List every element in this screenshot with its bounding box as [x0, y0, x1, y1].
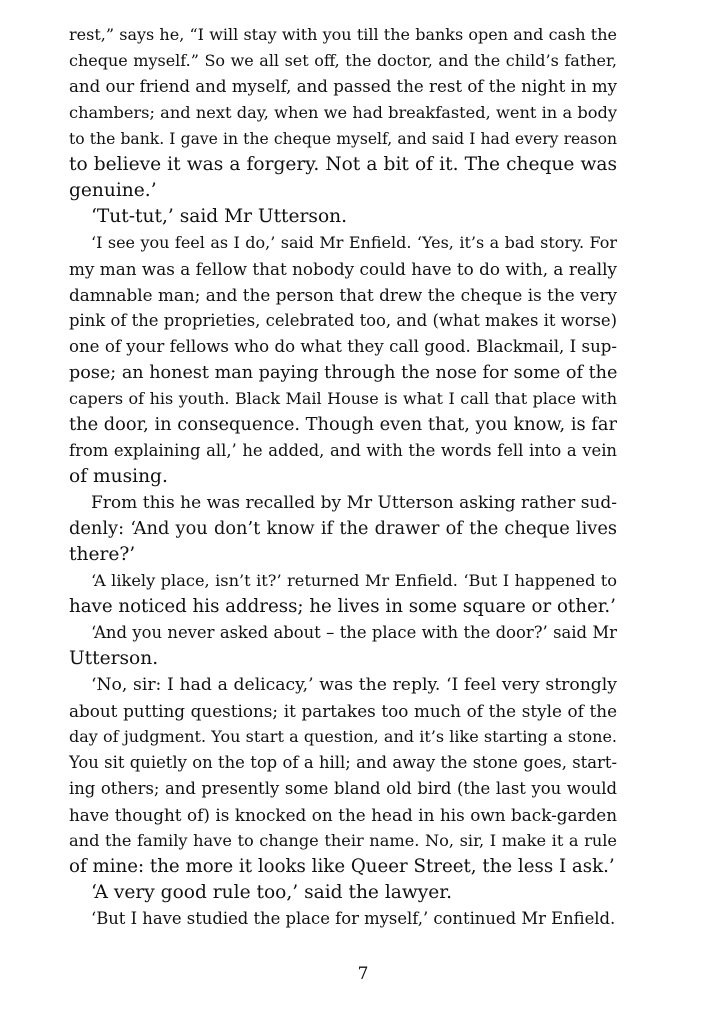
text-line: ‘And you never asked about – the place with the door?’ said Mr — [91, 623, 617, 642]
text-line: Utterson. — [69, 648, 159, 669]
text-line: rest,” says he, “I will stay with you till the banks open and cash the — [69, 25, 617, 44]
text-line: damnable man; and the person that drew the cheque is the very — [69, 285, 617, 305]
text-line: ‘But I have studied the place for myself,’ continued Mr Enfield. — [91, 909, 616, 928]
text-line: my man was a fellow that nobody could have to do with, a really — [69, 259, 617, 279]
text-line: of mine: the more it looks like Queer Street, the less I ask.’ — [69, 856, 615, 877]
text-line: the door, in consequence. Though even that, you know, is far — [69, 414, 617, 435]
text-line: capers of his youth. Black Mail House is what I call that place with — [69, 389, 617, 408]
text-line: and the family have to change their name. No, sir, I make it a rule — [69, 831, 617, 850]
text-line: about putting questions; it partakes too much of the style of the — [69, 701, 617, 721]
text-line: pink of the proprieties, celebrated too, and (what makes it worse) — [69, 311, 617, 330]
body-text — [69, 22, 617, 932]
text-line: ‘A very good rule too,’ said the lawyer. — [91, 882, 453, 903]
text-line: have noticed his address; he lives in some square or other.’ — [69, 596, 616, 617]
text-line: ‘A likely place, isn’t it?’ returned Mr Enfield. ‘But I happened to — [91, 571, 617, 590]
page-number: 7 — [357, 964, 369, 984]
text-line: one of your fellows who do what they call good. Blackmail, I sup- — [69, 337, 617, 356]
text-line: to believe it was a forgery. Not a bit of it. The cheque was — [69, 154, 617, 175]
text-line: day of judgment. You start a question, and it’s like starting a stone. — [69, 727, 617, 746]
text-line: chambers; and next day, when we had breakfasted, went in a body — [69, 103, 617, 122]
text-line: and our friend and myself, and passed the rest of the night in my — [69, 77, 617, 96]
text-line: there?’ — [69, 544, 136, 565]
text-line: to the bank. I gave in the cheque myself, and said I had every reason — [69, 130, 617, 148]
text-line: ing others; and presently some bland old bird (the last you would — [69, 779, 617, 798]
text-line: pose; an honest man paying through the nose for some of the — [69, 363, 618, 383]
text-line: genuine.’ — [69, 180, 157, 201]
text-line: of musing. — [69, 466, 168, 487]
text-line: You sit quietly on the top of a hill; and away the stone goes, start- — [69, 753, 617, 772]
text-line: ‘I see you feel as I do,’ said Mr Enfield. ‘Yes, it’s a bad story. For — [91, 233, 617, 252]
text-line: denly: ‘And you don’t know if the drawer of the cheque lives — [69, 518, 617, 539]
text-line: ‘Tut-tut,’ said Mr Utterson. — [91, 206, 348, 227]
text-line: From this he was recalled by Mr Utterson asking rather sud- — [91, 493, 617, 513]
text-line: have thought of) is knocked on the head in his own back-garden — [69, 805, 617, 825]
text-line: cheque myself.” So we all set off, the doctor, and the child’s father, — [69, 51, 617, 70]
text-line: ‘No, sir: I had a delicacy,’ was the reply. ‘I feel very strongly — [91, 675, 617, 695]
text-line: from explaining all,’ he added, and with the words fell into a vein — [69, 441, 617, 460]
